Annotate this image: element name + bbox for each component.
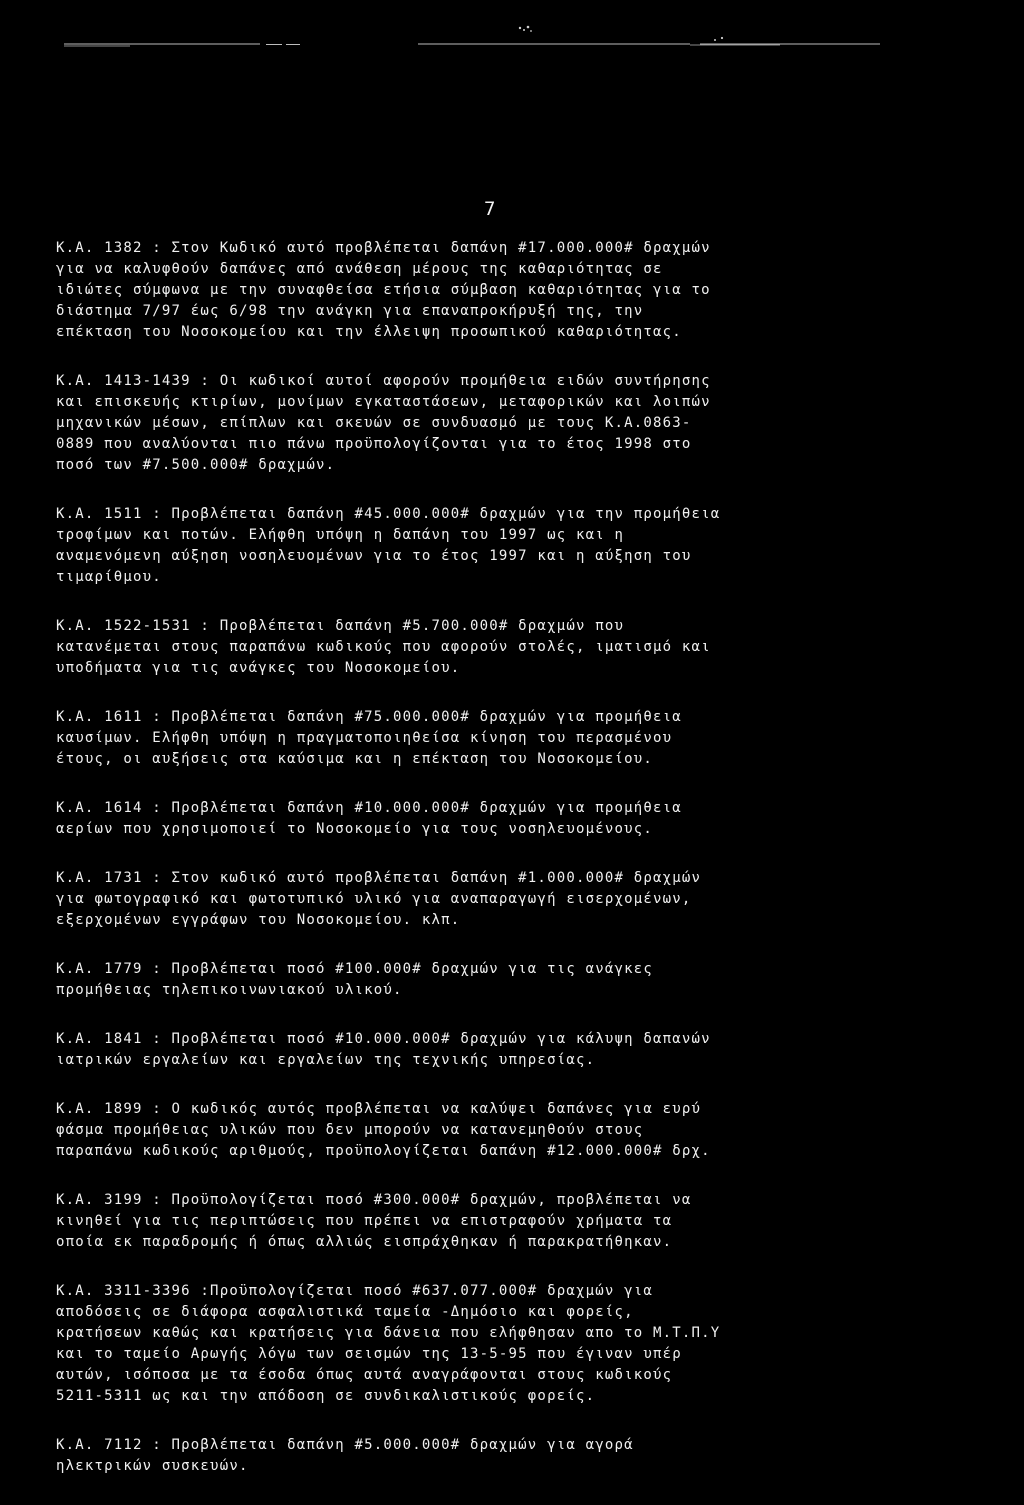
text-line: Κ.Α. 3311-3396 :Προϋπολογίζεται ποσό #637.077.000# δραχμών για <box>56 1283 653 1299</box>
entry-ka-3311-3396 <box>56 1281 986 1407</box>
entry-ka-3199 <box>56 1190 986 1253</box>
text-line: αερίων που χρησιμοποιεί το Νοσοκομείο για τους νοσηλευομένους. <box>56 821 653 837</box>
text-line: ιατρικών εργαλείων και εργαλείων της τεχνικής υπηρεσίας. <box>56 1052 596 1068</box>
text-line: και επισκευής κτιρίων, μονίμων εγκαταστάσεων, μεταφορικών και λοιπών <box>56 394 711 410</box>
text-line: τιμαρίθμου. <box>56 569 162 585</box>
text-line: οποία εκ παραδρομής ή όπως αλλιώς εισπράχθηκαν ή παρακρατήθηκαν. <box>56 1234 673 1250</box>
entry-ka-1511 <box>56 504 986 588</box>
text-line: τροφίμων και ποτών. Ελήφθη υπόψη η δαπάνη του 1997 ως και η <box>56 527 625 543</box>
text-line: Κ.Α. 1841 : Προβλέπεται ποσό #10.000.000# δραχμών για κάλυψη δαπανών <box>56 1031 711 1047</box>
text-line: φάσμα προμήθειας υλικών που δεν μπορούν να κατανεμηθούν στους <box>56 1122 644 1138</box>
entry-ka-1841 <box>56 1029 986 1071</box>
text-line: Κ.Α. 1522-1531 : Προβλέπεται δαπάνη #5.700.000# δραχμών που <box>56 618 625 634</box>
text-line: για να καλυφθούν δαπάνες από ανάθεση μέρους της καθαριότητας σε <box>56 261 663 277</box>
entry-ka-1611 <box>56 707 986 770</box>
text-line: προμήθειας τηλεπικοινωνιακού υλικού. <box>56 982 403 998</box>
text-line: και το ταμείο Αρωγής λόγω των σεισμών της 13-5-95 που έγιναν υπέρ <box>56 1346 682 1362</box>
text-line: εξερχομένων εγγράφων του Νοσοκομείου. κλπ. <box>56 912 461 928</box>
entry-ka-1614 <box>56 798 986 840</box>
text-line: αυτών, ισόποσα με τα έσοδα όπως αυτά αναγράφονται στους κωδικούς <box>56 1367 673 1383</box>
text-line: παραπάνω κωδικούς αριθμούς, προϋπολογίζεται δαπάνη #12.000.000# δρχ. <box>56 1143 711 1159</box>
text-line: κρατήσεων καθώς και κρατήσεις για δάνεια που ελήφθησαν απο το Μ.Τ.Π.Υ <box>56 1325 721 1341</box>
page-number: 7 <box>484 198 496 220</box>
text-line: 5211-5311 ως και την απόδοση σε συνδικαλιστικούς φορείς. <box>56 1388 596 1404</box>
text-line: κατανέμεται στους παραπάνω κωδικούς που αφορούν στολές, ιματισμό και <box>56 639 711 655</box>
text-line: Κ.Α. 7112 : Προβλέπεται δαπάνη #5.000.000# δραχμών για αγορά <box>56 1437 634 1453</box>
text-line: Κ.Α. 1614 : Προβλέπεται δαπάνη #10.000.000# δραχμών για προμήθεια <box>56 800 682 816</box>
text-line: αποδόσεις σε διάφορα ασφαλιστικά ταμεία -Δημόσιο και φορείς, <box>56 1304 634 1320</box>
text-line: Κ.Α. 1779 : Προβλέπεται ποσό #100.000# δραχμών για τις ανάγκες <box>56 961 653 977</box>
entry-ka-1731 <box>56 868 986 931</box>
text-line: Κ.Α. 1382 : Στον Κωδικό αυτό προβλέπεται δαπάνη #17.000.000# δραχμών <box>56 240 711 256</box>
text-line: Κ.Α. 1511 : Προβλέπεται δαπάνη #45.000.000# δραχμών για την προμήθεια <box>56 506 721 522</box>
text-line: ποσό των #7.500.000# δραχμών. <box>56 457 336 473</box>
document-body <box>56 238 986 1505</box>
text-line: αναμενόμενη αύξηση νοσηλευομένων για το έτος 1997 και η αύξηση του <box>56 548 692 564</box>
entry-ka-1779 <box>56 959 986 1001</box>
text-line: Κ.Α. 3199 : Προϋπολογίζεται ποσό #300.000# δραχμών, προβλέπεται να <box>56 1192 692 1208</box>
text-line: Κ.Α. 1731 : Στον κωδικό αυτό προβλέπεται δαπάνη #1.000.000# δραχμών <box>56 870 702 886</box>
text-line: Κ.Α. 1899 : Ο κωδικός αυτός προβλέπεται να καλύψει δαπάνες για ευρύ <box>56 1101 702 1117</box>
text-line: μηχανικών μέσων, επίπλων και σκευών σε συνδυασμό με τους Κ.Α.0863- <box>56 415 692 431</box>
scan-edge-artifacts <box>0 0 1024 60</box>
text-line: υποδήματα για τις ανάγκες του Νοσοκομείου. <box>56 660 461 676</box>
text-line: έτους, οι αυξήσεις στα καύσιμα και η επέκταση του Νοσοκομείου. <box>56 751 653 767</box>
text-line: κινηθεί για τις περιπτώσεις που πρέπει να επιστραφούν χρήματα τα <box>56 1213 673 1229</box>
text-line: επέκταση του Νοσοκομείου και την έλλειψη προσωπικού καθαριότητας. <box>56 324 682 340</box>
text-line: Κ.Α. 1611 : Προβλέπεται δαπάνη #75.000.000# δραχμών για προμήθεια <box>56 709 682 725</box>
entry-ka-1382 <box>56 238 986 343</box>
text-line: καυσίμων. Ελήφθη υπόψη η πραγματοποιηθείσα κίνηση του περασμένου <box>56 730 673 746</box>
entry-ka-1522-1531 <box>56 616 986 679</box>
text-line: Κ.Α. 1413-1439 : Οι κωδικοί αυτοί αφορούν προμήθεια ειδών συντήρησης <box>56 373 711 389</box>
text-line: 0889 που αναλύονται πιο πάνω προϋπολογίζονται για το έτος 1998 στο <box>56 436 692 452</box>
text-line: διάστημα 7/97 έως 6/98 την ανάγκη για επαναπροκήρυξή της, την <box>56 303 644 319</box>
text-line: για φωτογραφικό και φωτοτυπικό υλικό για αναπαραγωγή εισερχομένων, <box>56 891 692 907</box>
entry-ka-7112 <box>56 1435 986 1477</box>
entry-ka-1413-1439 <box>56 371 986 476</box>
text-line: ιδιώτες σύμφωνα με την συναφθείσα ετήσια σύμβαση καθαριότητας για το <box>56 282 711 298</box>
text-line: ηλεκτρικών συσκευών. <box>56 1458 249 1474</box>
entry-ka-1899 <box>56 1099 986 1162</box>
